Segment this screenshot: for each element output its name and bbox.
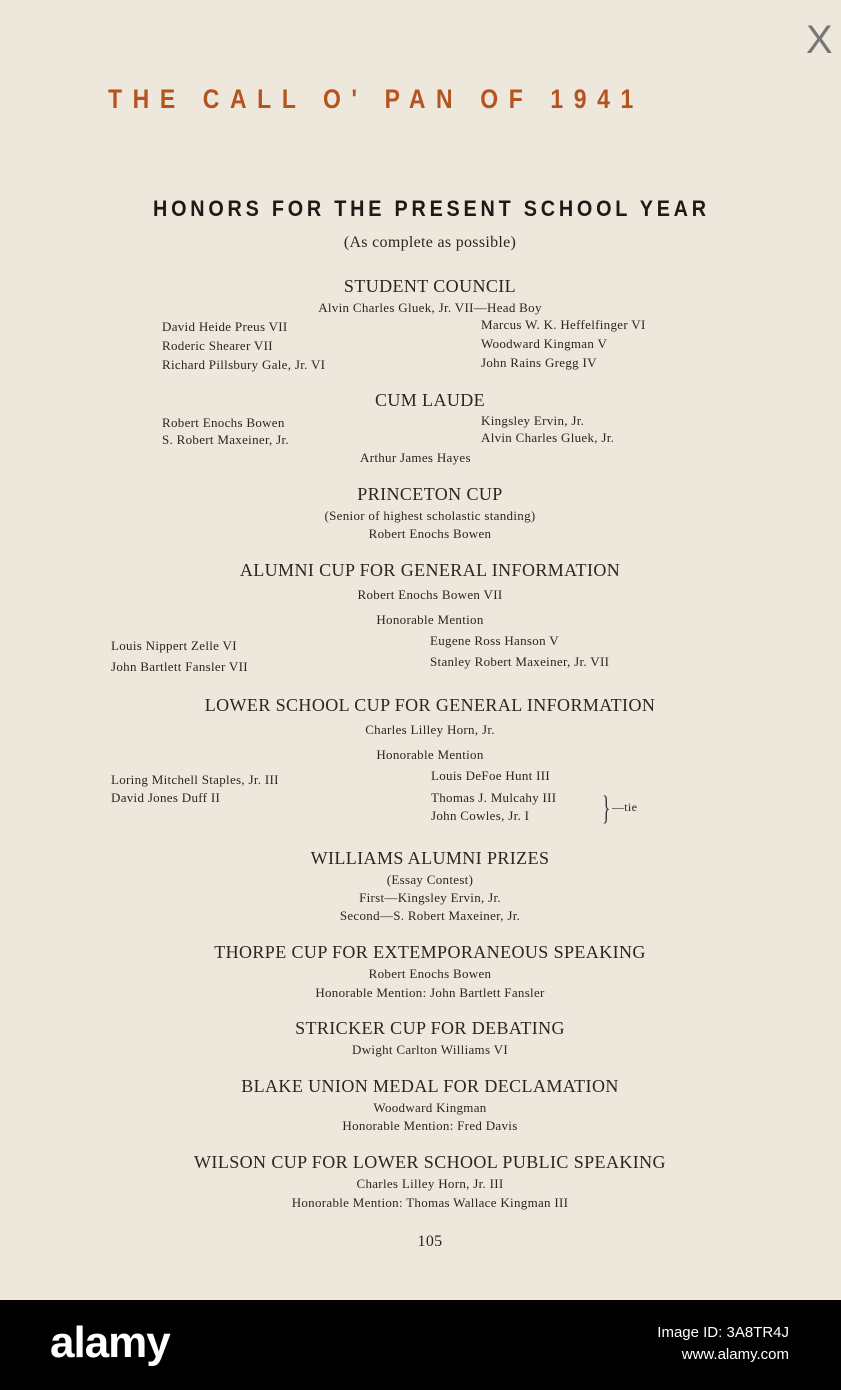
head-boy: Alvin Charles Gluek, Jr. VII—Head Boy	[318, 300, 542, 315]
list-item: John Bartlett Fansler VII	[111, 659, 248, 674]
first-prize: First—Kingsley Ervin, Jr.	[359, 890, 501, 905]
tie-note: —tie	[612, 800, 638, 814]
section-title-stricker: STRICKER CUP FOR DEBATING	[295, 1018, 565, 1038]
list-item: Marcus W. K. Heffelfinger VI	[481, 317, 646, 332]
list-item: Loring Mitchell Staples, Jr. III	[111, 772, 279, 787]
list-item: S. Robert Maxeiner, Jr.	[162, 432, 289, 447]
section-note: (Senior of highest scholastic standing)	[324, 508, 536, 523]
list-item: Eugene Ross Hanson V	[430, 633, 559, 648]
list-item: Arthur James Hayes	[360, 450, 471, 465]
section-title-cum-laude: CUM LAUDE	[374, 390, 486, 410]
winner: Robert Enochs Bowen VII	[357, 587, 503, 602]
list-item: Richard Pillsbury Gale, Jr. VI	[162, 357, 326, 372]
honorable-mention: Honorable Mention: Thomas Wallace Kingman III	[291, 1195, 569, 1210]
corner-mark: X	[806, 18, 833, 62]
list-item: David Jones Duff II	[111, 790, 221, 805]
winner: Charles Lilley Horn, Jr.	[365, 722, 495, 737]
running-head: THE CALL O' PAN OF 1941	[108, 84, 644, 114]
section-title-wilson: WILSON CUP FOR LOWER SCHOOL PUBLIC SPEAKING	[194, 1152, 666, 1172]
list-item: John Cowles, Jr. I	[431, 808, 530, 823]
page-number: 105	[417, 1233, 443, 1250]
list-item: John Rains Gregg IV	[481, 355, 597, 370]
winner: Woodward Kingman	[373, 1100, 487, 1115]
honorable-mention-label: Honorable Mention	[376, 747, 484, 762]
list-item: Alvin Charles Gluek, Jr.	[481, 430, 615, 445]
list-item: Kingsley Ervin, Jr.	[481, 413, 585, 428]
section-title-thorpe: THORPE CUP FOR EXTEMPORANEOUS SPEAKING	[214, 942, 646, 962]
second-prize: Second—S. Robert Maxeiner, Jr.	[339, 908, 521, 923]
watermark-url: www.alamy.com	[681, 1346, 789, 1363]
list-item: Stanley Robert Maxeiner, Jr. VII	[430, 654, 610, 669]
honorable-mention: Honorable Mention: John Bartlett Fansler	[315, 985, 545, 1000]
image-id: Image ID: 3A8TR4J	[657, 1324, 789, 1341]
watermark-info	[657, 1322, 789, 1366]
winner: Charles Lilley Horn, Jr. III	[356, 1176, 504, 1191]
winner: Robert Enochs Bowen	[368, 966, 492, 981]
list-item: Robert Enochs Bowen	[162, 415, 285, 430]
brace-icon: }	[602, 790, 611, 827]
section-title-student-council: STUDENT COUNCIL	[343, 276, 517, 296]
section-title-blake: BLAKE UNION MEDAL FOR DECLAMATION	[241, 1076, 619, 1096]
watermark-logo: alamy	[50, 1318, 170, 1367]
list-item: Louis DeFoe Hunt III	[431, 768, 551, 783]
section-title-williams: WILLIAMS ALUMNI PRIZES	[310, 848, 550, 868]
list-item: Louis Nippert Zelle VI	[111, 638, 237, 653]
list-item: Roderic Shearer VII	[162, 338, 273, 353]
list-item: Thomas J. Mulcahy III	[431, 790, 557, 805]
list-item: David Heide Preus VII	[162, 319, 288, 334]
honorable-mention: Honorable Mention: Fred Davis	[342, 1118, 518, 1133]
winner: Robert Enochs Bowen	[368, 526, 492, 541]
subheading: (As complete as possible)	[343, 234, 517, 251]
page-heading: HONORS FOR THE PRESENT SCHOOL YEAR	[153, 196, 710, 221]
section-title-lower-school: LOWER SCHOOL CUP FOR GENERAL INFORMATION	[204, 695, 656, 715]
section-title-princeton: PRINCETON CUP	[357, 484, 503, 504]
section-note: (Essay Contest)	[386, 872, 474, 887]
list-item: Woodward Kingman V	[481, 336, 608, 351]
winner: Dwight Carlton Williams VI	[352, 1042, 508, 1057]
honorable-mention-label: Honorable Mention	[376, 612, 484, 627]
section-title-alumni: ALUMNI CUP FOR GENERAL INFORMATION	[239, 560, 621, 580]
